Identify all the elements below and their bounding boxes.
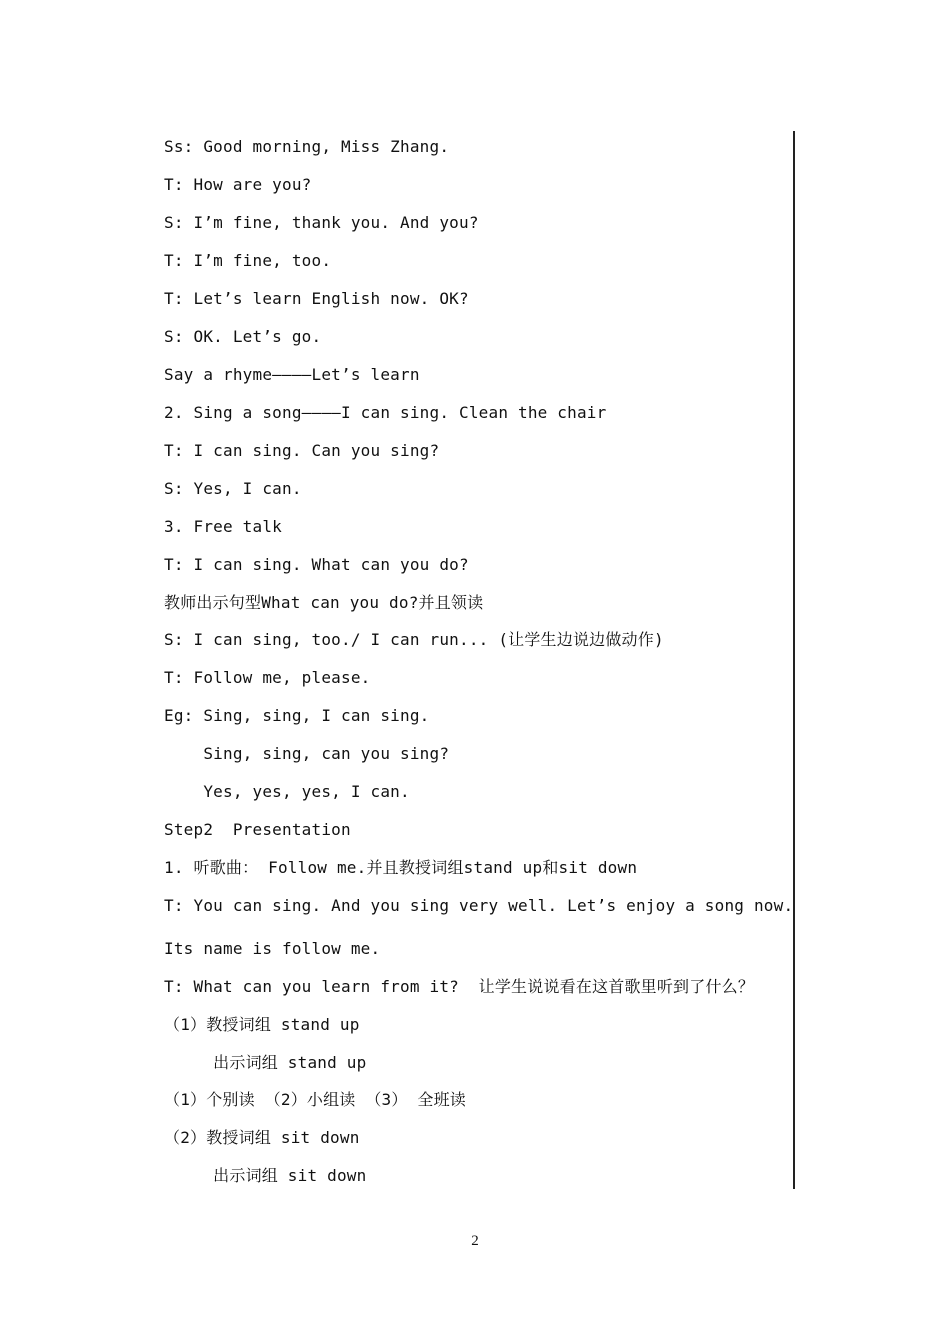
text-line: （1）个别读 （2）小组读 （3） 全班读 [164, 1090, 466, 1109]
text-line: S: Yes, I can. [164, 479, 302, 498]
text-line: 教师出示句型What can you do?并且领读 [164, 593, 484, 612]
text-line: Its name is follow me. [164, 939, 381, 958]
section-heading: Step2 Presentation [164, 820, 351, 839]
page-number: 2 [471, 1233, 479, 1249]
text-line: T: What can you learn from it? 让学生说说看在这首歌里听到了什么？ [164, 977, 755, 996]
text-line: T: I can sing. What can you do? [164, 555, 469, 574]
text-line: Eg: Sing, sing, I can sing. [164, 706, 430, 725]
text-line: 1. 听歌曲： Follow me.并且教授词组stand up和sit down [164, 858, 638, 877]
text-line: T: How are you? [164, 175, 312, 194]
text-line: Ss: Good morning, Miss Zhang. [164, 137, 450, 156]
text-line: T: I can sing. Can you sing? [164, 441, 440, 460]
text-line: 2. Sing a song————I can sing. Clean the chair [164, 403, 607, 422]
text-line: （1）教授词组 stand up [164, 1015, 360, 1034]
text-line: T: You can sing. And you sing very well. Let’s enjoy a song now. [164, 896, 794, 915]
text-line: S: I’m fine, thank you. And you? [164, 213, 479, 232]
table-right-border [793, 131, 795, 1189]
text-line: Sing, sing, can you sing? [164, 744, 450, 763]
text-line: S: I can sing, too./ I can run... (让学生边说边做动作) [164, 630, 664, 649]
text-line: Yes, yes, yes, I can. [164, 782, 410, 801]
text-line: Say a rhyme————Let’s learn [164, 365, 420, 384]
text-line: T: Let’s learn English now. OK? [164, 289, 469, 308]
text-line: （2）教授词组 sit down [164, 1128, 360, 1147]
text-line: S: OK. Let’s go. [164, 327, 322, 346]
text-line: 3. Free talk [164, 517, 282, 536]
text-line: 出示词组 sit down [164, 1166, 367, 1185]
text-line: T: I’m fine, too. [164, 251, 332, 270]
text-line: 出示词组 stand up [164, 1053, 367, 1072]
text-line: T: Follow me, please. [164, 668, 371, 687]
